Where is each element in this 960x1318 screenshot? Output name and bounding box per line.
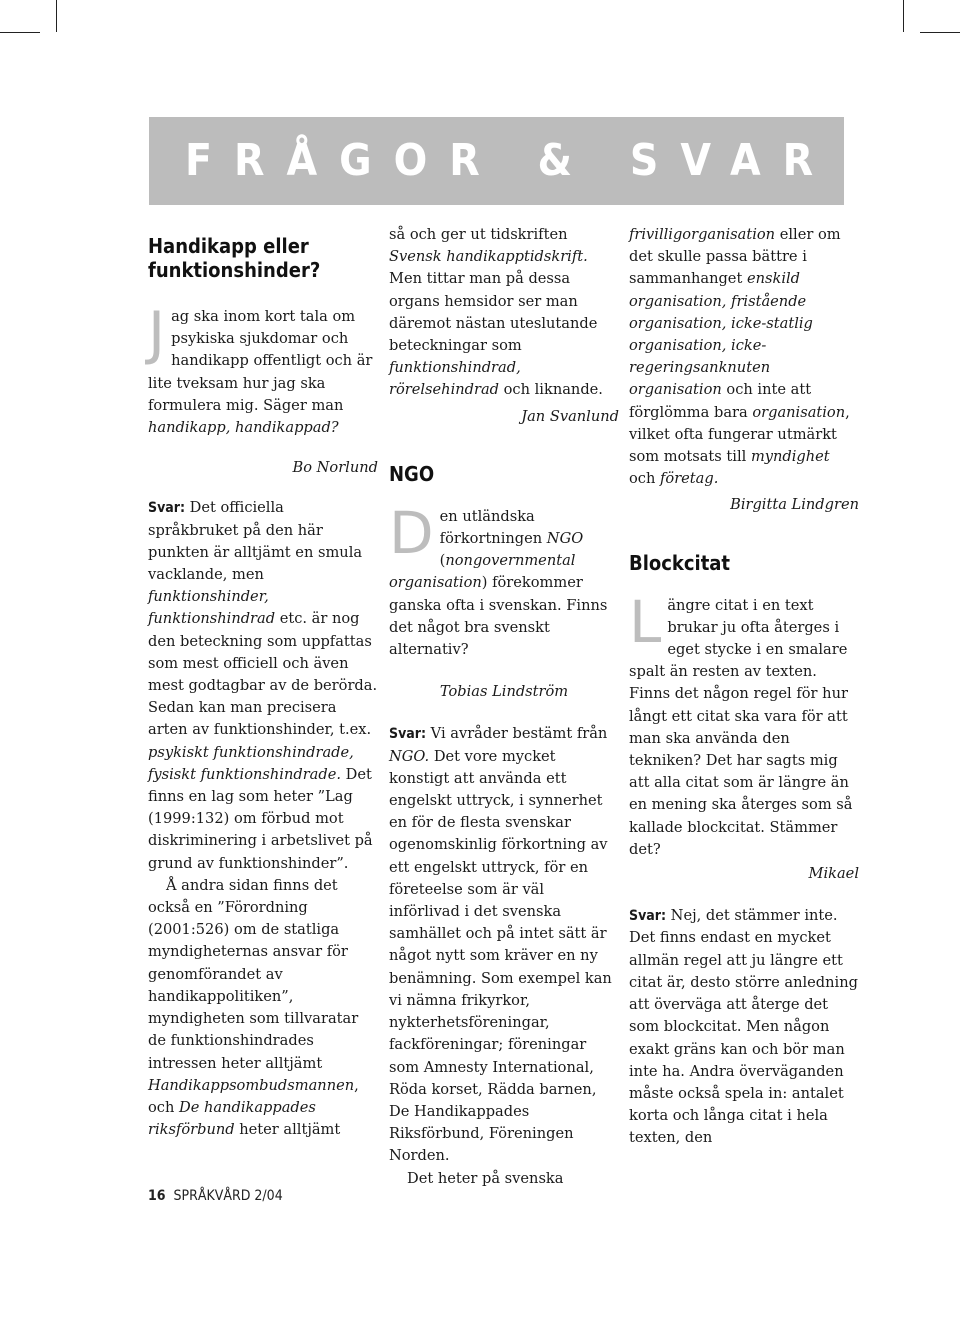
answer-blockcitat: Svar: Nej, det stämmer inte. Det finns endast en mycket allmän regel att ju längre ett citat är, desto större anledning att överväga att återge det som blockcitat. Men någon exakt gräns kan och bör man inte ha. Andra överväganden måste också spela in: antalet korta och långa citat i hela texten, den	[629, 907, 858, 1147]
question-ngo: Den utländska förkortningen NGO (nongovernmental organisation) förekommer ganska ofta i svenskan. Finns det något bra svenskt alternativ?	[389, 498, 608, 659]
question-author: Bo Norlund	[292, 459, 378, 477]
crop-mark	[920, 32, 960, 33]
column-3	[629, 224, 859, 1150]
heading-blockcitat: Blockcitat	[629, 550, 731, 575]
question-blockcitat: Längre citat i en text brukar ju ofta återges i eget stycke i en smalare spalt än resten av texten. Finns det någon regel för hur långt ett citat ska vara för att man ska använda den tekniken? Det har sagts mig att alla citat som är längre än en mening ska återges som så kallade blockcitat. Stämmer det?	[629, 587, 853, 858]
column-1	[148, 224, 378, 1141]
dropcap: J	[148, 299, 166, 367]
page-number: 16	[148, 1188, 166, 1204]
svar-label: Svar:	[389, 726, 427, 743]
question-author: Mikael	[808, 865, 859, 883]
question-handikapp: Jag ska inom kort tala om psykiska sjukdomar och handikapp offentligt och är lite tveksam hur jag ska formulera mig. Säger man handikapp, handikappad?	[148, 299, 373, 437]
column-2	[389, 224, 619, 1190]
page-footer	[148, 1188, 283, 1204]
answer-author: Birgitta Lindgren	[730, 496, 859, 514]
answer-ngo-cont: frivilligorganisation eller om det skulle passa bättre i sammanhanget enskild organisation, fristående organisation, icke-statlig organisation, icke-regeringsanknuten organisation och inte att förglömma bara organisation, vilket ofta fungerar utmärkt som motsats till myndighet och företag.	[629, 226, 850, 488]
section-banner	[149, 117, 844, 205]
answer-author: Jan Svanlund	[521, 407, 619, 425]
dropcap: D	[389, 498, 434, 567]
answer-handikapp: Svar: Det officiella språkbruket på den här punkten är alltjämt en smula vacklande, men funktionshinder, funktionshindrad etc. är nog den beteckning som uppfattas som mest officiell och även mest godtagbar av de berörda. Sedan kan man precisera arten av funktionshinder, t.ex. psykiskt funktionshindrade, fysiskt funktionshindrade. Det finns en lag som heter ”Lag (1999:132) om förbud mot diskriminering i arbetslivet på grund av funktionshinder”.	[148, 499, 378, 872]
crop-mark	[56, 0, 57, 32]
publication-name: SPRÅKVÅRD 2/04	[173, 1188, 283, 1204]
answer-ngo: Svar: Vi avråder bestämt från NGO. Det vore mycket konstigt att använda ett engelskt uttryck, i synnerhet en för de flesta svenskar ogenomskinlig förkortning av ett engelskt uttryck, för en företeelse som är väl införlivad i det svenska samhället och på intet sätt är något nytt som kräver en ny benämning. Som exempel kan vi nämna frikyrkor, nykterhetsföreningar, fackföreningar; föreningar som Amnesty International, Röda korset, Rädda barnen, De Handikappades Riksförbund, Föreningen Norden.	[389, 725, 612, 1165]
dropcap: L	[629, 587, 662, 656]
answer-handikapp-cont: så och ger ut tidskriften Svensk handikapptidskrift. Men tittar man på dessa organs hemsidor ser man däremot nästan uteslutande beteckningar som funktionshindrad, rörelsehindrad och liknande.	[389, 226, 603, 399]
heading-handikapp: Handikapp eller funktionshinder?	[148, 234, 321, 282]
heading-ngo: NGO	[389, 461, 435, 486]
crop-mark	[0, 32, 40, 33]
svar-label: Svar:	[629, 908, 667, 925]
crop-mark	[903, 0, 904, 32]
answer-ngo-2: Det heter på svenska	[407, 1169, 564, 1187]
question-author: Tobias Lindström	[439, 683, 569, 701]
banner-title: FRÅGOR & SVAR	[185, 135, 836, 186]
answer-handikapp-2: Å andra sidan finns det också en ”Förordning (2001:526) om de statliga myndigheternas ansvar för genomförandet av handikappolitiken”, myndigheten som tillvaratar de funktionshindrades intressen heter alltjämt Handikappsombudsmannen, och De handikappades riksförbund heter alltjämt	[148, 876, 359, 1139]
svar-label: Svar:	[148, 500, 186, 517]
